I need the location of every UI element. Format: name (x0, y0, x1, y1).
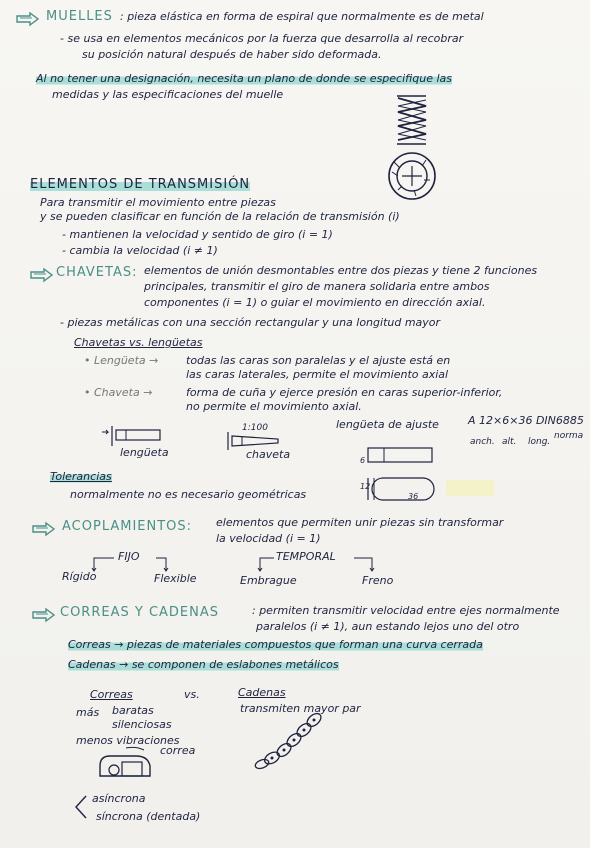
correas-title: CORREAS Y CADENAS (60, 605, 220, 620)
correas-def-2: paralelos (i ≠ 1), aun estando lejos uno del otro (256, 620, 520, 633)
correas-line: Correas → piezas de materiales compuestos que forman una curva cerrada (68, 638, 483, 651)
lengueta-label: • Lengüeta → (84, 354, 159, 367)
coupling-freno: Freno (362, 574, 394, 587)
ajuste-label: lengüeta de ajuste (336, 418, 439, 431)
col-vs: vs. (184, 688, 200, 701)
chavetas-def-4: - piezas metálicas con una sección rectangular y una longitud mayor (60, 316, 441, 329)
acoplamientos-title: ACOPLAMIENTOS: (62, 519, 193, 534)
tolerancias-title: Tolerancias (50, 470, 112, 483)
yellow-highlight (446, 480, 494, 496)
key-diagram-icon (100, 424, 164, 448)
bracket-icon (74, 794, 90, 820)
transmision-line-1: Para transmitir el movimiento entre piezas (40, 196, 276, 209)
cadenas-desc: transmiten mayor par (240, 702, 361, 715)
muelles-bullet-1a: - se usa en elementos mecánicos por la fuerza que desarrolla al recobrar (60, 32, 464, 45)
coupling-icon (96, 744, 160, 780)
lengueta-desc-1: todas las caras son paralelas y el ajuste está en (186, 354, 451, 367)
chavetas-def-3: componentes (i = 1) o guiar el movimiento en dirección axial. (144, 296, 486, 309)
correas-def-1: : permiten transmitir velocidad entre ejes normalmente (252, 604, 560, 617)
acoplamientos-def-1: elementos que permiten unir piezas sin transformar (216, 516, 504, 529)
correas-mas-2: silenciosas (112, 718, 172, 731)
transmision-line-4: - cambia la velocidad (i ≠ 1) (62, 244, 218, 257)
correas-menos: menos vibraciones (76, 734, 180, 747)
chavetas-def-2: principales, transmitir el giro de manera solidaria entre ambos (144, 280, 490, 293)
fig-chaveta-label: chaveta (246, 448, 291, 461)
transmision-title: ELEMENTOS DE TRANSMISIÓN (30, 177, 251, 192)
coupling-embrague: Embrague (240, 574, 297, 587)
correa-fig-label: correa (160, 744, 196, 757)
spring-icon (392, 92, 432, 148)
chain-icon (254, 714, 324, 770)
double-arrow-icon (30, 268, 52, 280)
cadenas-line: Cadenas → se componen de eslabones metálicos (68, 658, 339, 671)
muelles-bullet-1b: su posición natural después de haber sido deformada. (82, 48, 382, 61)
col-correas: Correas (90, 688, 133, 701)
tolerancias-desc: normalmente no es necesario geométricas (70, 488, 307, 501)
chaveta-desc-1: forma de cuña y ejerce presión en caras superior-inferior, (186, 386, 503, 399)
dim-6: 6 (360, 456, 366, 465)
dim-12: 12 (360, 482, 371, 491)
correa-sincrona: síncrona (dentada) (96, 810, 201, 823)
chavetas-def-1: elementos de unión desmontables entre dos piezas y tiene 2 funciones (144, 264, 538, 277)
coupling-rigido: Rígido (62, 570, 97, 583)
coupling-flexible: Flexible (154, 572, 197, 585)
lengueta-desc-2: las caras laterales, permite el movimiento axial (186, 368, 449, 381)
acoplamientos-def-2: la velocidad (i = 1) (216, 532, 321, 545)
muelles-bullet-2a: Al no tener una designación, necesita un plano de donde se especifique las (36, 72, 453, 85)
muelles-bullet-2b: medidas y las especificaciones del muelle (52, 88, 284, 101)
double-arrow-icon (32, 608, 54, 620)
coupling-temporal: TEMPORAL (276, 550, 336, 563)
chavetas-title: CHAVETAS: (56, 265, 138, 280)
chaveta-desc-2: no permite el movimiento axial. (186, 400, 362, 413)
fig-lengueta-label: lengüeta (120, 446, 169, 459)
code-alt: alt. (502, 437, 517, 447)
code-anch: anch. (470, 437, 495, 447)
dim-36: 36 (408, 492, 419, 501)
chavetas-vs-heading: Chavetas vs. lengüetas (74, 336, 203, 349)
key-code: A 12×6×36 DIN6885 (468, 414, 584, 427)
fig-ratio-label: 1:100 (242, 423, 268, 433)
correas-mas: más (76, 706, 100, 719)
transmision-line-2: y se pueden clasificar en función de la relación de transmisión (i) (40, 210, 400, 223)
chaveta-label: • Chaveta → (84, 386, 153, 399)
muelles-definition: : pieza elástica en forma de espiral que normalmente es de metal (120, 10, 484, 23)
correas-mas-1: baratas (112, 704, 154, 717)
code-long: long. (528, 437, 551, 447)
code-norma: norma (554, 431, 584, 441)
double-arrow-icon (32, 522, 54, 534)
washer-icon (386, 150, 438, 202)
transmision-line-3: - mantienen la velocidad y sentido de giro (i = 1) (62, 228, 333, 241)
muelles-title: MUELLES (46, 9, 113, 24)
key-diagram-icon (358, 444, 442, 504)
col-cadenas: Cadenas (238, 686, 286, 699)
correa-asincrona: asíncrona (92, 792, 146, 805)
coupling-fijo: FIJO (118, 550, 140, 563)
double-arrow-icon (16, 12, 38, 24)
